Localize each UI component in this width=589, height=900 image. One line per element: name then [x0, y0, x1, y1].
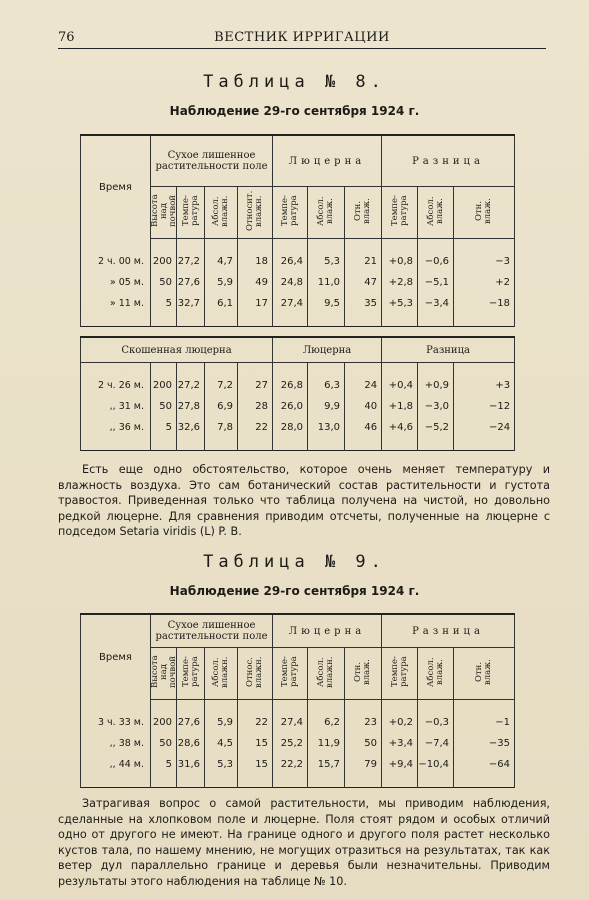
group-header: Скошенная люцерна	[81, 337, 273, 363]
column-header: Отн. влаж.	[345, 648, 382, 700]
table-row: ,, 44 м. 5 31,6 5,3 15 22,2 15,7 79 +9,4 −10,4 −64	[81, 754, 515, 775]
table8-title: Таблица № 8.	[203, 72, 386, 92]
page-number: 76	[58, 30, 75, 45]
column-header: Относит. влажн.	[238, 187, 273, 239]
column-header: Темпе-ратура	[382, 187, 418, 239]
column-header: Высота над почвой	[151, 187, 177, 239]
column-header: Абсол. влаж.	[418, 648, 454, 700]
group-header: Сухое лишенное растительности поле	[151, 614, 273, 648]
paragraph: Затрагивая вопрос о самой растительности, мы приводим наблюдения, сделанные на хлопковом поле и люцерне. Поля стоят рядом и особых отличий одно от другого не имеют. На границе одного и другого поля растет несколько кустов тала, по нашему мнению, не могущих отразиться на результатах, так как ветер дул параллельно границе и деревья были незначительны. Приводим результаты этого наблюдения на таблице № 10.	[58, 797, 550, 888]
column-header: Абсол. влажн.	[205, 648, 238, 700]
group-header: Люцерна	[273, 337, 382, 363]
column-header: Отн. влаж.	[454, 648, 515, 700]
column-header: Абсол. влажн.	[205, 187, 238, 239]
column-header: Темпе-ратура	[177, 187, 205, 239]
column-header: Отн. влаж.	[345, 187, 382, 239]
column-header: Темпе-ратура	[273, 187, 308, 239]
group-header: Разница	[382, 135, 515, 187]
time-header: Время	[81, 614, 151, 700]
table-row: 2 ч. 26 м. 200 27,2 7,2 27 26,8 6,3 24 +0,4 +0,9 +3	[81, 375, 515, 396]
column-header: Абсол. влаж.	[308, 187, 345, 239]
column-header: Абсол. влаж.	[418, 187, 454, 239]
table8	[80, 134, 515, 327]
column-header: Отн. влаж.	[454, 187, 515, 239]
column-header: Темпе-ратура	[177, 648, 205, 700]
group-header: Разница	[382, 337, 515, 363]
table-row: 3 ч. 33 м. 200 27,6 5,9 22 27,4 6,2 23 +0,2 −0,3 −1	[81, 712, 515, 733]
table8-continuation	[80, 336, 515, 451]
column-header: Абсол. влажн.	[308, 648, 345, 700]
column-header: Темпе-ратура	[382, 648, 418, 700]
group-header: Люцерна	[273, 135, 382, 187]
running-header	[58, 28, 546, 49]
table9-title: Таблица № 9.	[203, 552, 386, 572]
group-header: Сухое лишенное растительности поле	[151, 135, 273, 187]
table-row: » 05 м. 50 27,6 5,9 49 24,8 11,0 47 +2,8 −5,1 +2	[81, 272, 515, 293]
column-header: Относ. влажн.	[238, 648, 273, 700]
column-header: Темпе-ратура	[273, 648, 308, 700]
group-header: Разница	[382, 614, 515, 648]
table-row: ,, 31 м. 50 27,8 6,9 28 26,0 9,9 40 +1,8 −3,0 −12	[81, 396, 515, 417]
table-row: ,, 36 м. 5 32,6 7,8 22 28,0 13,0 46 +4,6 −5,2 −24	[81, 417, 515, 438]
table8-subtitle: Наблюдение 29-го сентября 1924 г.	[169, 104, 420, 118]
table-row: ,, 38 м. 50 28,6 4,5 15 25,2 11,9 50 +3,4 −7,4 −35	[81, 733, 515, 754]
group-header: Люцерна	[273, 614, 382, 648]
column-header: Высота над почвой	[151, 648, 177, 700]
time-header: Время	[81, 135, 151, 239]
paragraph: Есть еще одно обстоятельство, которое очень меняет температуру и влажность воздуха. Это сам ботанический состав растительности и густота травостоя. Приведенная только что таблица получена на чистой, но довольно редкой люцерне. Для сравнения приводим отсчеты, полученные на люцерне с подседом Setaria viridis (L) P. B.	[58, 463, 550, 539]
table-row: 2 ч. 00 м. 200 27,2 4,7 18 26,4 5,3 21 +0,8 −0,6 −3	[81, 251, 515, 272]
table9	[80, 613, 515, 788]
table-row: » 11 м. 5 32,7 6,1 17 27,4 9,5 35 +5,3 −3,4 −18	[81, 293, 515, 314]
journal-title: ВЕСТНИК ИРРИГАЦИИ	[214, 30, 390, 45]
table9-subtitle: Наблюдение 29-го сентября 1924 г.	[169, 584, 420, 598]
